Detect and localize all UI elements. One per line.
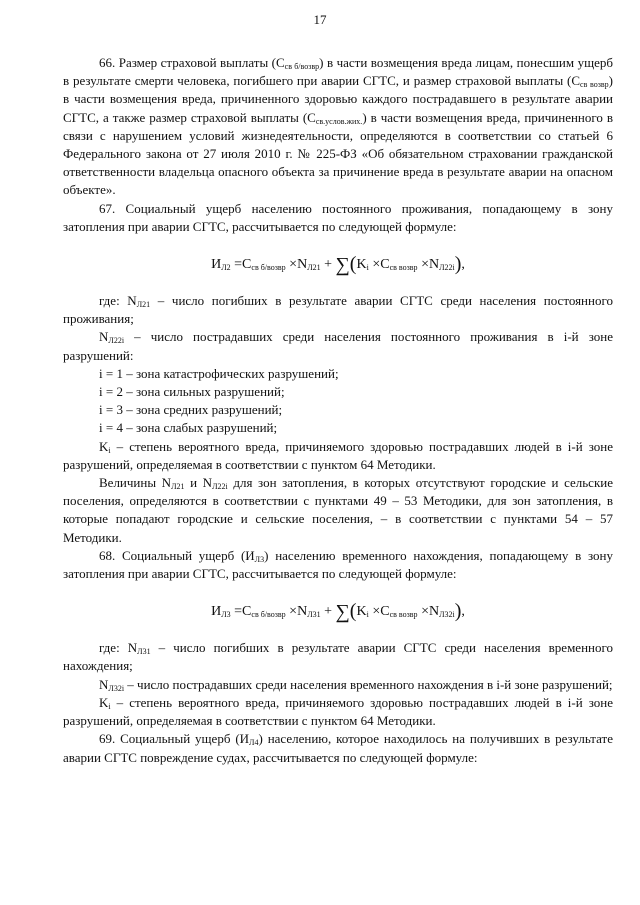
where-nl31: где: $N_{Л31}$ – число погибших в результате аварии СГТС среди населения временного нахождения; (63, 640, 613, 674)
paragraph-67: 67. Социальный ущерб населению постоянного проживания, попадающему в зону затопления при аварии СГТС, рассчитывается по следующей формуле: (63, 200, 613, 234)
zone-3: i = 3 – зона средних разрушений; (99, 402, 283, 418)
zone-1: i = 1 – зона катастрофических разрушений; (99, 365, 339, 381)
zone-2: i = 2 – зона сильных разрушений; (99, 384, 285, 400)
page-number: 17 (313, 12, 327, 27)
sum-symbol: ∑ (335, 254, 350, 277)
zone-4: i = 4 – зона слабых разрушений; (99, 420, 278, 436)
where-nl22i: $N_{Л22i}$ – число пострадавших среди населения постоянного проживания в i-й зоне разрушений: (63, 329, 613, 363)
document-body (63, 54, 613, 767)
formula-il2: $И_{Л2} =С_{св б/возвр} \times N_{Л21} + \sum(K_i \times С_{св возвр} \times N_{Л22i})$, (211, 253, 465, 277)
where-nl21: где: $N_{Л21}$ – число погибших в результате аварии СГТС среди населения постоянного проживания; (63, 293, 613, 327)
formula-il3: $И_{Л3} =С_{св б/возвр} \times N_{Л31} + \sum(K_i \times С_{св возвр} \times N_{Л32i})$, (211, 600, 465, 624)
where-nl32i: $N_{Л32i}$ – число пострадавших среди населения временного нахождения в i-й зоне разрушений; (99, 676, 613, 693)
values-paragraph: Величины $N_{Л21}$ и $N_{Л22i}$ для зон затопления, в которых отсутствуют городские и сельские поселения, определяются в соответствии с пунктами 49 – 53 Методики, для зон затопления, в которые попадают городские и сельские поселения, – в соответствии с пунктами 54 – 57 Методики. (63, 475, 613, 545)
paragraph-66: 66. Размер страховой выплаты $(С_{св б/возвр})$ в части возмещения вреда лицам, понесшим ущерб в результате смерти человека, погибшего при аварии СГТС, и размер страховой выплаты $(С_{св возвр})$ в части возмещения вреда, причиненного здоровью каждого пострадавшего в результате аварии СГТС, а также размер страховой выплаты $(С_{св.услов.жих.})$ в части возмещения вреда, причиненного в связи с нарушением условий жизнедеятельности, определяются в соответствии со статьей 6 Федерального закона от 27 июля 2010 г. № 225-ФЗ «Об обязательном страховании гражданской ответственности владельца опасного объекта за причинение вреда в результате аварии на опасном объекте». (63, 55, 613, 198)
sum-symbol: ∑ (335, 601, 350, 624)
where-ki-2: $K_i$ – степень вероятного вреда, причиняемого здоровью пострадавших людей в i-й зоне разрушений, определяемая в соответствии с пунктом 64 Методики. (63, 694, 613, 729)
where-ki: $K_i$ – степень вероятного вреда, причиняемого здоровью пострадавших людей в i-й зоне разрушений, определяемая в соответствии с пунктом 64 Методики. (63, 438, 613, 472)
paragraph-69: 69. Социальный ущерб $(И_{Л4})$ населению, которое находилось на получивших в результате аварии СГТС повреждение судах, рассчитывается по следующей формуле: (63, 731, 613, 765)
paragraph-68: 68. Социальный ущерб $(И_{Л3})$ населению временного нахождения, попадающему в зону затопления при аварии СГТС, рассчитывается по следующей формуле: (63, 547, 613, 582)
